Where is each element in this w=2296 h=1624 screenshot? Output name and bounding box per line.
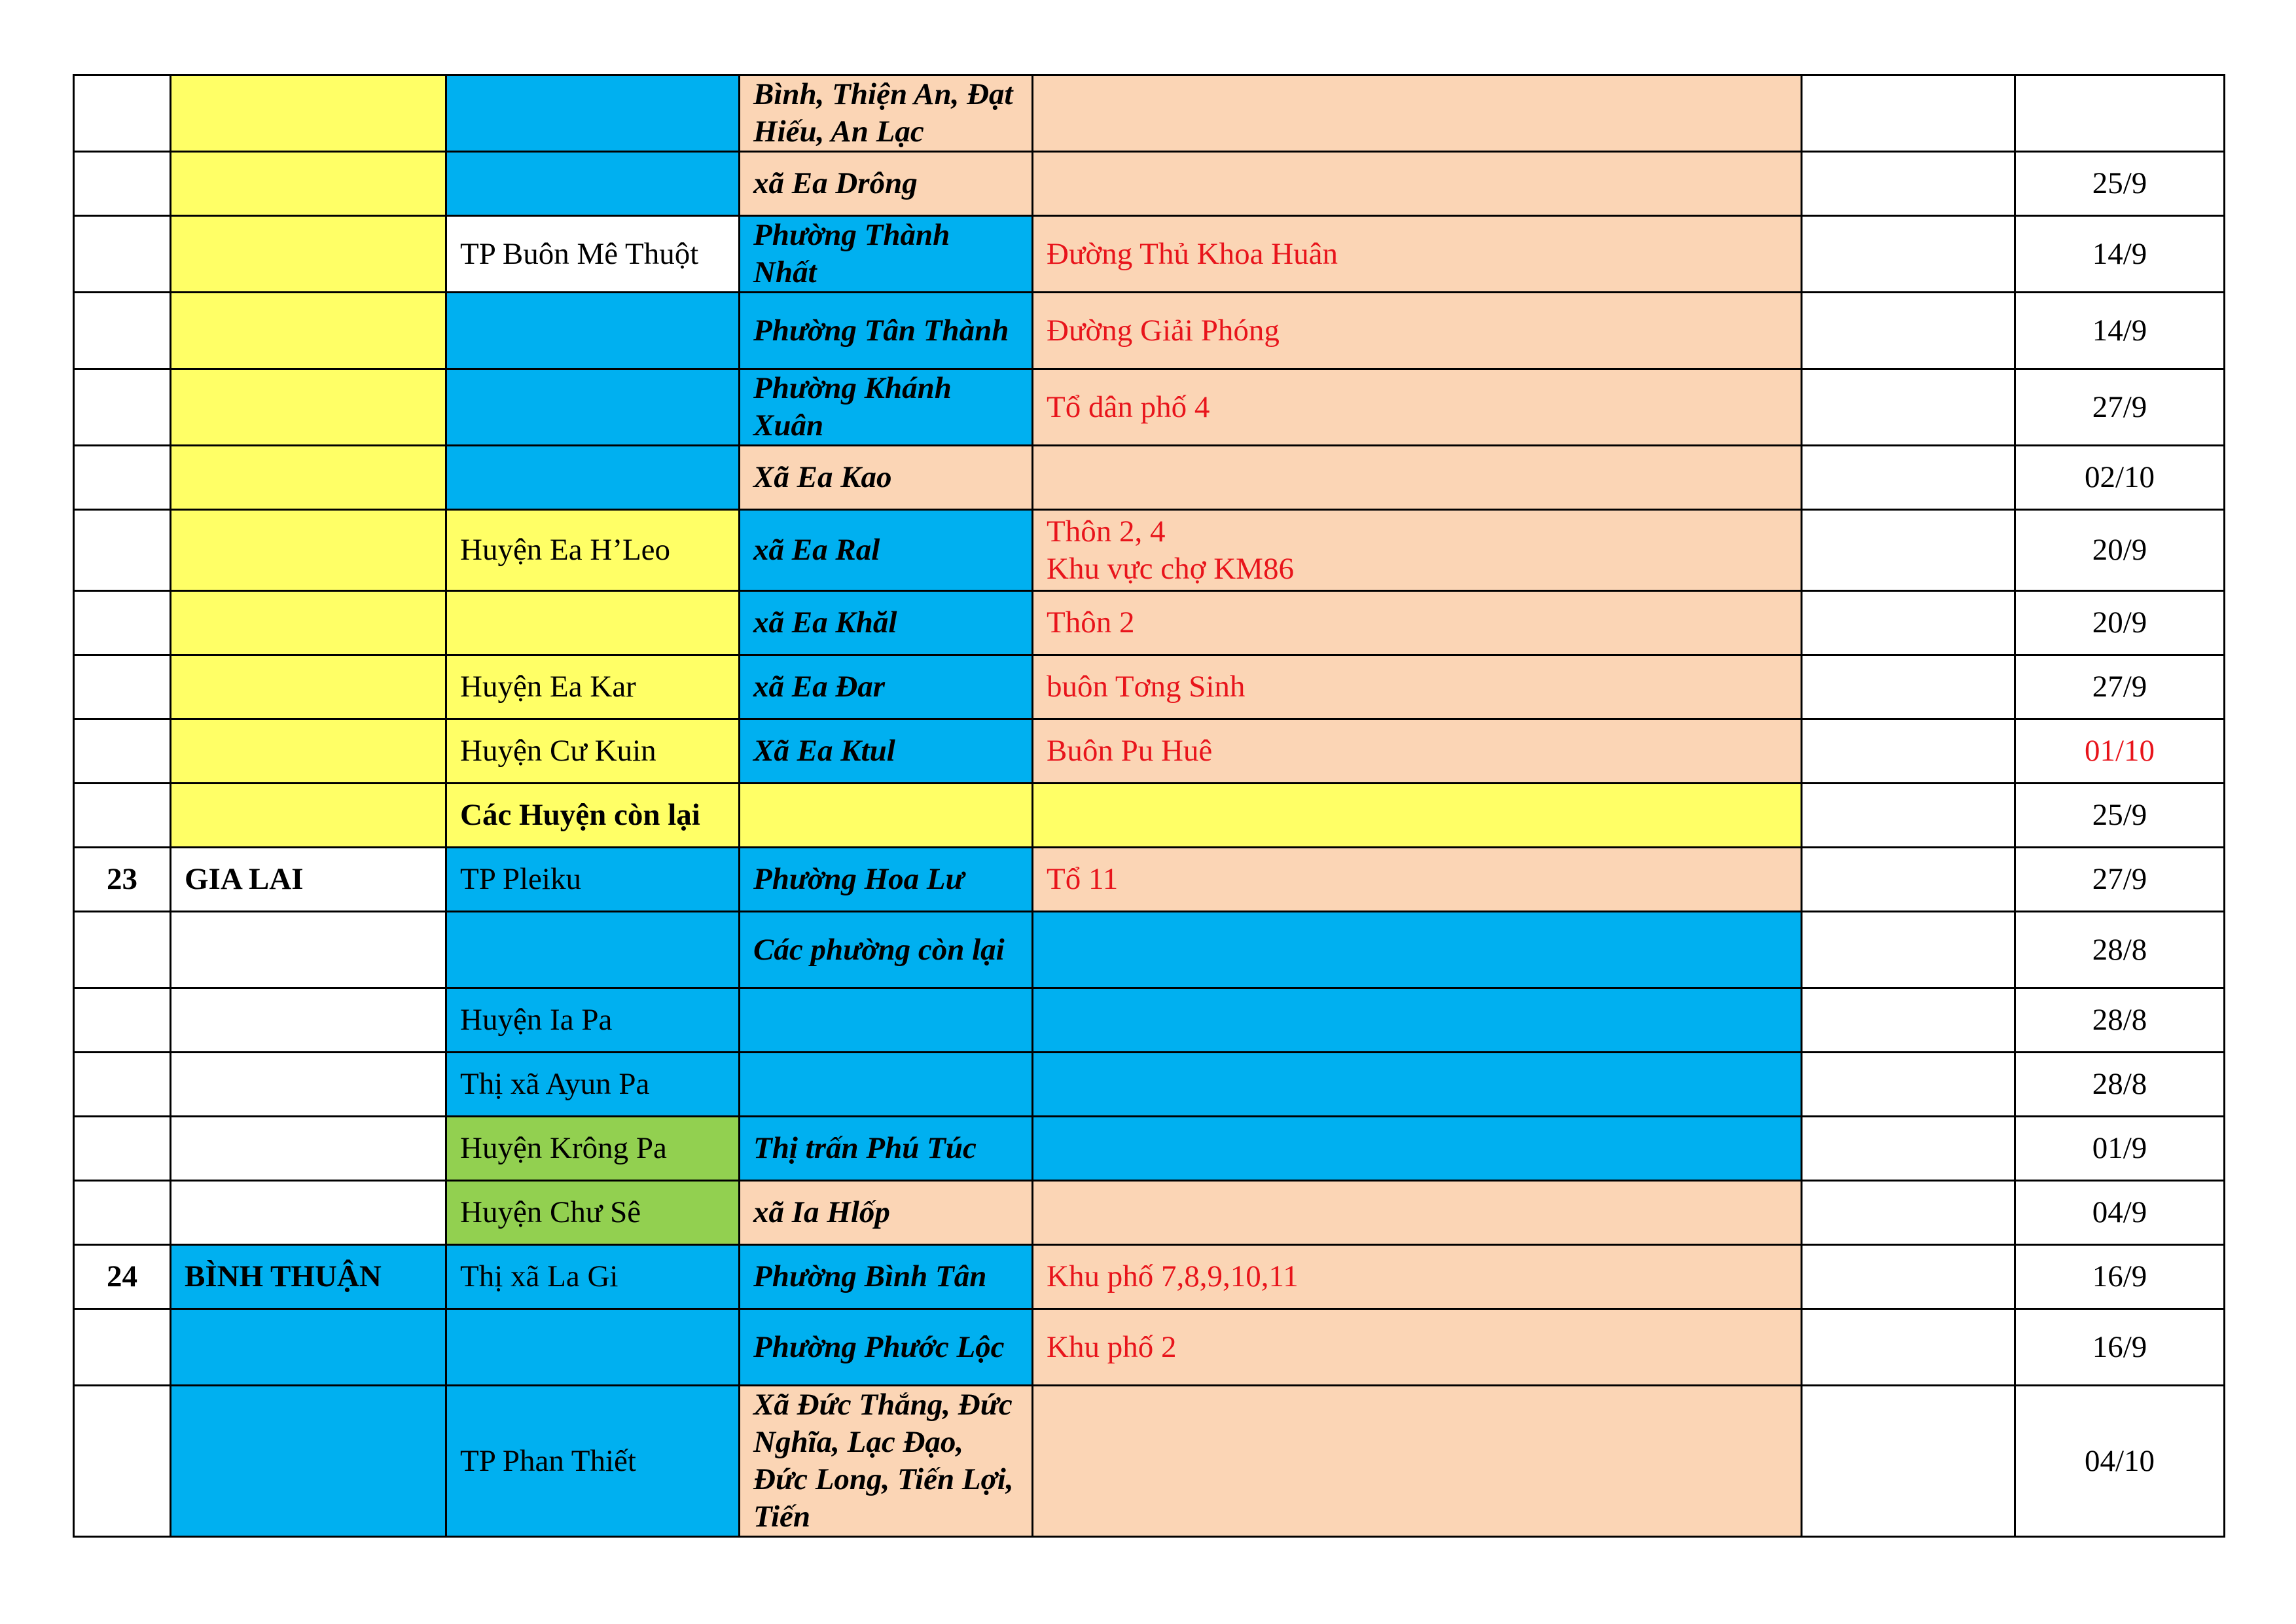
- row-number-cell: [74, 912, 171, 988]
- empty-column-cell: [1802, 293, 2015, 369]
- date-cell: 01/9: [2015, 1117, 2225, 1181]
- table-row: [74, 1309, 2225, 1386]
- area-cell: Thôn 2, 4 Khu vực chợ KM86: [1033, 510, 1802, 591]
- district-cell: TP Buôn Mê Thuột: [446, 216, 740, 293]
- province-cell: [171, 719, 446, 784]
- row-number-cell: [74, 1309, 171, 1386]
- date-cell: [2015, 75, 2225, 152]
- district-cell: Thị xã La Gi: [446, 1245, 740, 1309]
- table-row: [74, 784, 2225, 848]
- province-cell: [171, 1309, 446, 1386]
- table-row: [74, 719, 2225, 784]
- province-cell: [171, 369, 446, 446]
- table-row: [74, 1117, 2225, 1181]
- province-cell: GIA LAI: [171, 848, 446, 912]
- area-cell: [1033, 912, 1802, 988]
- ward-cell: [740, 988, 1033, 1053]
- district-cell: [446, 152, 740, 216]
- date-cell: 25/9: [2015, 784, 2225, 848]
- district-cell: Huyện Ea Kar: [446, 655, 740, 719]
- district-cell: Thị xã Ayun Pa: [446, 1053, 740, 1117]
- table-row: [74, 1386, 2225, 1537]
- province-cell: [171, 784, 446, 848]
- area-cell: Khu phố 2: [1033, 1309, 1802, 1386]
- date-cell: 16/9: [2015, 1245, 2225, 1309]
- table-row: [74, 848, 2225, 912]
- empty-column-cell: [1802, 912, 2015, 988]
- row-number-cell: [74, 510, 171, 591]
- province-cell: BÌNH THUẬN: [171, 1245, 446, 1309]
- table-row: [74, 655, 2225, 719]
- area-cell: [1033, 1117, 1802, 1181]
- district-cell: [446, 1309, 740, 1386]
- province-cell: [171, 510, 446, 591]
- row-number-cell: [74, 446, 171, 510]
- empty-column-cell: [1802, 1386, 2015, 1537]
- empty-column-cell: [1802, 988, 2015, 1053]
- table-row: [74, 293, 2225, 369]
- area-cell: Khu phố 7,8,9,10,11: [1033, 1245, 1802, 1309]
- empty-column-cell: [1802, 369, 2015, 446]
- ward-cell: Phường Bình Tân: [740, 1245, 1033, 1309]
- table-row: [74, 216, 2225, 293]
- empty-column-cell: [1802, 848, 2015, 912]
- area-cell: Đường Thủ Khoa Huân: [1033, 216, 1802, 293]
- table-row: [74, 1053, 2225, 1117]
- row-number-cell: [74, 655, 171, 719]
- row-number-cell: [74, 293, 171, 369]
- table-row: [74, 446, 2225, 510]
- empty-column-cell: [1802, 719, 2015, 784]
- locality-schedule-table: [73, 74, 2225, 1538]
- district-cell: [446, 75, 740, 152]
- table-row: [74, 1181, 2225, 1245]
- date-cell: 14/9: [2015, 293, 2225, 369]
- ward-cell: xã Ea Drông: [740, 152, 1033, 216]
- empty-column-cell: [1802, 75, 2015, 152]
- empty-column-cell: [1802, 1309, 2015, 1386]
- province-cell: [171, 1181, 446, 1245]
- area-cell: Buôn Pu Huê: [1033, 719, 1802, 784]
- ward-cell: xã Ia Hlốp: [740, 1181, 1033, 1245]
- empty-column-cell: [1802, 1117, 2015, 1181]
- row-number-cell: [74, 369, 171, 446]
- district-cell: [446, 369, 740, 446]
- row-number-cell: [74, 152, 171, 216]
- row-number-cell: 24: [74, 1245, 171, 1309]
- empty-column-cell: [1802, 591, 2015, 655]
- province-cell: [171, 293, 446, 369]
- row-number-cell: [74, 1181, 171, 1245]
- date-cell: 25/9: [2015, 152, 2225, 216]
- province-cell: [171, 655, 446, 719]
- ward-cell: xã Ea Khăl: [740, 591, 1033, 655]
- district-cell: TP Pleiku: [446, 848, 740, 912]
- province-cell: [171, 912, 446, 988]
- date-cell: 02/10: [2015, 446, 2225, 510]
- row-number-cell: [74, 988, 171, 1053]
- table-row: [74, 1245, 2225, 1309]
- area-cell: [1033, 988, 1802, 1053]
- row-number-cell: [74, 216, 171, 293]
- district-cell: [446, 591, 740, 655]
- area-cell: [1033, 75, 1802, 152]
- province-cell: [171, 1386, 446, 1537]
- table-row: [74, 510, 2225, 591]
- district-cell: Các Huyện còn lại: [446, 784, 740, 848]
- ward-cell: Phường Khánh Xuân: [740, 369, 1033, 446]
- date-cell: 16/9: [2015, 1309, 2225, 1386]
- area-cell: [1033, 152, 1802, 216]
- ward-cell: xã Ea Ral: [740, 510, 1033, 591]
- date-cell: 01/10: [2015, 719, 2225, 784]
- table-row: [74, 912, 2225, 988]
- empty-column-cell: [1802, 655, 2015, 719]
- date-cell: 20/9: [2015, 510, 2225, 591]
- ward-cell: xã Ea Đar: [740, 655, 1033, 719]
- district-cell: [446, 912, 740, 988]
- empty-column-cell: [1802, 216, 2015, 293]
- date-cell: 28/8: [2015, 988, 2225, 1053]
- area-cell: [1033, 1386, 1802, 1537]
- district-cell: [446, 293, 740, 369]
- date-cell: 27/9: [2015, 848, 2225, 912]
- empty-column-cell: [1802, 446, 2015, 510]
- row-number-cell: [74, 75, 171, 152]
- row-number-cell: [74, 1053, 171, 1117]
- district-cell: Huyện Ia Pa: [446, 988, 740, 1053]
- date-cell: 04/9: [2015, 1181, 2225, 1245]
- district-cell: Huyện Krông Pa: [446, 1117, 740, 1181]
- empty-column-cell: [1802, 1181, 2015, 1245]
- ward-cell: Phường Tân Thành: [740, 293, 1033, 369]
- table-row: [74, 591, 2225, 655]
- ward-cell: Xã Ea Ktul: [740, 719, 1033, 784]
- province-cell: [171, 988, 446, 1053]
- date-cell: 14/9: [2015, 216, 2225, 293]
- area-cell: Thôn 2: [1033, 591, 1802, 655]
- table-row: [74, 75, 2225, 152]
- empty-column-cell: [1802, 152, 2015, 216]
- table-row: [74, 988, 2225, 1053]
- ward-cell: [740, 1053, 1033, 1117]
- ward-cell: Xã Ea Kao: [740, 446, 1033, 510]
- date-cell: 04/10: [2015, 1386, 2225, 1537]
- province-cell: [171, 1053, 446, 1117]
- table-row: [74, 369, 2225, 446]
- province-cell: [171, 75, 446, 152]
- table-row: [74, 152, 2225, 216]
- province-cell: [171, 1117, 446, 1181]
- row-number-cell: [74, 1117, 171, 1181]
- ward-cell: Phường Hoa Lư: [740, 848, 1033, 912]
- area-cell: [1033, 1181, 1802, 1245]
- area-cell: buôn Tơng Sinh: [1033, 655, 1802, 719]
- district-cell: Huyện Chư Sê: [446, 1181, 740, 1245]
- area-cell: Tổ 11: [1033, 848, 1802, 912]
- row-number-cell: [74, 784, 171, 848]
- row-number-cell: [74, 591, 171, 655]
- district-cell: Huyện Ea H’Leo: [446, 510, 740, 591]
- ward-cell: Xã Đức Thắng, Đức Nghĩa, Lạc Đạo, Đức Long, Tiến Lợi, Tiến: [740, 1386, 1033, 1537]
- area-cell: [1033, 1053, 1802, 1117]
- date-cell: 27/9: [2015, 655, 2225, 719]
- row-number-cell: 23: [74, 848, 171, 912]
- district-cell: TP Phan Thiết: [446, 1386, 740, 1537]
- area-cell: [1033, 446, 1802, 510]
- province-cell: [171, 591, 446, 655]
- ward-cell: Thị trấn Phú Túc: [740, 1117, 1033, 1181]
- row-number-cell: [74, 719, 171, 784]
- date-cell: 28/8: [2015, 912, 2225, 988]
- province-cell: [171, 446, 446, 510]
- province-cell: [171, 216, 446, 293]
- area-cell: Tổ dân phố 4: [1033, 369, 1802, 446]
- area-cell: Đường Giải Phóng: [1033, 293, 1802, 369]
- empty-column-cell: [1802, 784, 2015, 848]
- date-cell: 28/8: [2015, 1053, 2225, 1117]
- ward-cell: [740, 784, 1033, 848]
- date-cell: 27/9: [2015, 369, 2225, 446]
- ward-cell: Phường Phước Lộc: [740, 1309, 1033, 1386]
- ward-cell: Bình, Thiện An, Đạt Hiếu, An Lạc: [740, 75, 1033, 152]
- area-cell: [1033, 784, 1802, 848]
- district-cell: [446, 446, 740, 510]
- empty-column-cell: [1802, 1053, 2015, 1117]
- empty-column-cell: [1802, 510, 2015, 591]
- province-cell: [171, 152, 446, 216]
- date-cell: 20/9: [2015, 591, 2225, 655]
- district-cell: Huyện Cư Kuin: [446, 719, 740, 784]
- row-number-cell: [74, 1386, 171, 1537]
- ward-cell: Phường Thành Nhất: [740, 216, 1033, 293]
- ward-cell: Các phường còn lại: [740, 912, 1033, 988]
- empty-column-cell: [1802, 1245, 2015, 1309]
